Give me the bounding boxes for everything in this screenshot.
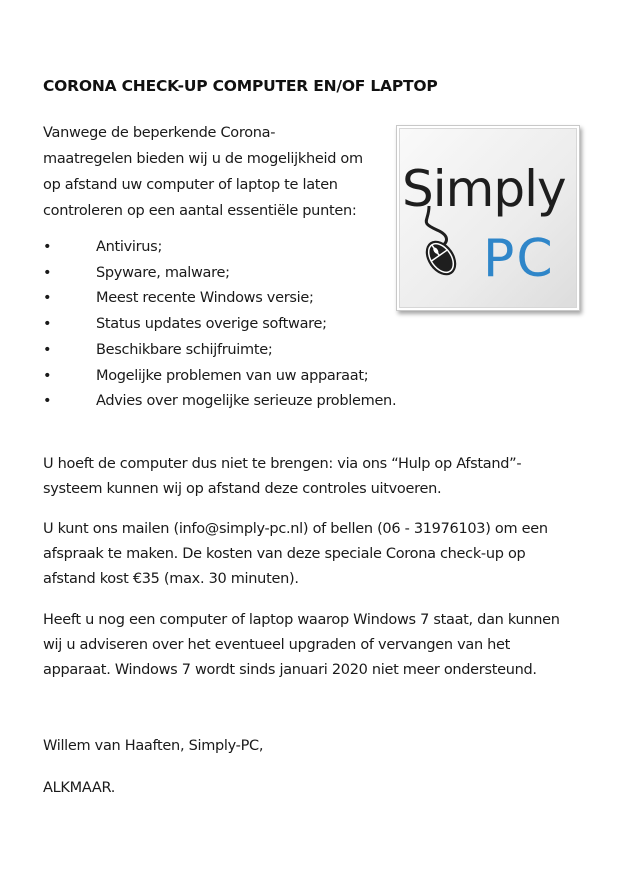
- intro-line: controleren op een aantal essentiële punten:: [43, 203, 357, 219]
- windows7-paragraph: [43, 608, 603, 683]
- list-item: [43, 312, 396, 338]
- list-item-text: Status updates overige software;: [96, 316, 327, 333]
- paragraph-line: systeem kunnen wij op afstand deze controles uitvoeren.: [43, 481, 442, 497]
- intro-paragraph: [43, 120, 388, 224]
- bullet-icon: •: [43, 367, 52, 384]
- simply-pc-logo: [396, 125, 580, 311]
- contact-paragraph: [43, 517, 603, 592]
- logo-word-simply: Simply: [402, 160, 566, 218]
- list-item-text: Advies over mogelijke serieuze problemen.: [96, 393, 397, 410]
- list-item: [43, 338, 396, 364]
- paragraph-line: afspraak te maken. De kosten van deze speciale Corona check-up op: [43, 546, 526, 562]
- list-item: [43, 235, 396, 261]
- intro-line: maatregelen bieden wij u de mogelijkheid om: [43, 151, 363, 167]
- bullet-icon: •: [43, 316, 52, 333]
- list-item: [43, 261, 396, 287]
- remote-help-paragraph: [43, 452, 603, 502]
- list-item: [43, 286, 396, 312]
- mouse-icon: [419, 235, 462, 281]
- list-item: [43, 364, 396, 390]
- intro-line: Vanwege de beperkende Corona-: [43, 125, 276, 141]
- paragraph-line: apparaat. Windows 7 wordt sinds januari 2020 niet meer ondersteund.: [43, 662, 537, 678]
- list-item-text: Antivirus;: [96, 239, 163, 255]
- list-item: [43, 389, 396, 415]
- list-item-text: Meest recente Windows versie;: [96, 290, 314, 307]
- bullet-icon: •: [43, 290, 52, 307]
- bullet-icon: •: [43, 341, 52, 358]
- list-item-text: Mogelijke problemen van uw apparaat;: [96, 367, 369, 384]
- signature: Willem van Haaften, Simply-PC,: [43, 738, 264, 754]
- logo-word-pc: PC: [483, 229, 555, 289]
- list-item-text: Spyware, malware;: [96, 264, 230, 281]
- paragraph-line: Heeft u nog een computer of laptop waarop Windows 7 staat, dan kunnen: [43, 612, 560, 628]
- bullet-icon: •: [43, 393, 52, 410]
- city: ALKMAAR.: [43, 780, 116, 796]
- checklist: [43, 235, 396, 415]
- logo-graphic: [397, 126, 581, 312]
- bullet-icon: •: [43, 239, 52, 255]
- paragraph-line: U hoeft de computer dus niet te brengen: via ons “Hulp op Afstand”-: [43, 456, 522, 472]
- paragraph-line: afstand kost €35 (max. 30 minuten).: [43, 571, 299, 587]
- intro-line: op afstand uw computer of laptop te laten: [43, 177, 338, 193]
- page-title: CORONA CHECK-UP COMPUTER EN/OF LAPTOP: [43, 77, 438, 95]
- paragraph-line: U kunt ons mailen (info@simply-pc.nl) of bellen (06 - 31976103) om een: [43, 521, 548, 537]
- paragraph-line: wij u adviseren over het eventueel upgraden of vervangen van het: [43, 637, 511, 653]
- list-item-text: Beschikbare schijfruimte;: [96, 341, 273, 358]
- bullet-icon: •: [43, 264, 52, 281]
